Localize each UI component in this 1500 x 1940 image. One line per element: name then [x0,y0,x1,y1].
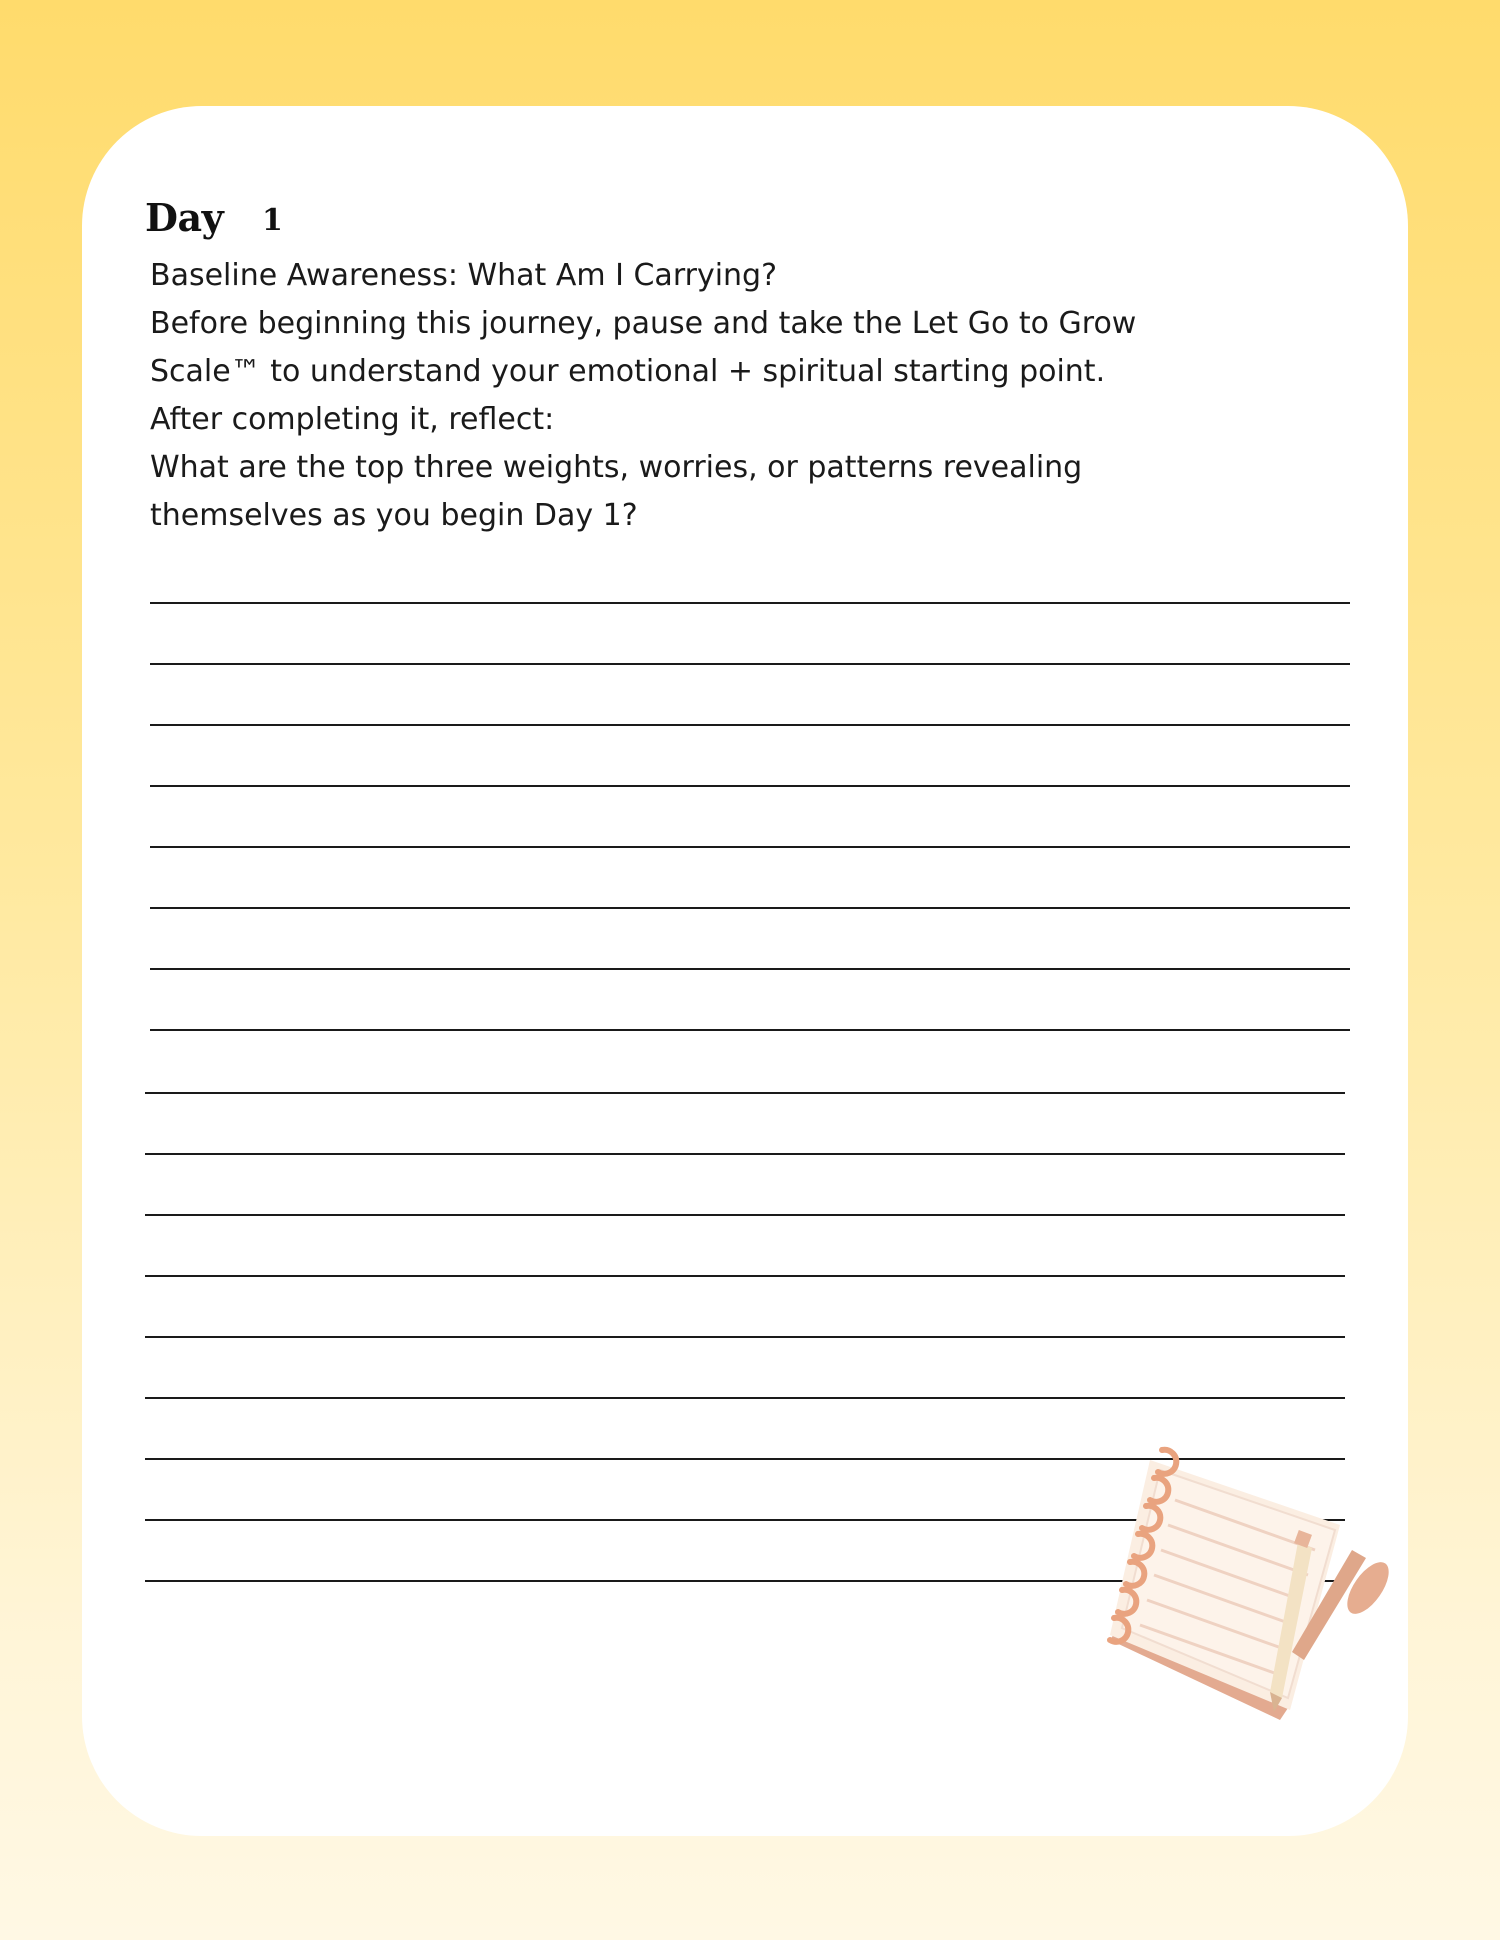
writing-line[interactable] [145,1092,1345,1094]
writing-line[interactable] [150,907,1350,909]
writing-line[interactable] [150,846,1350,848]
writing-line[interactable] [150,724,1350,726]
prompt-heading: Baseline Awareness: What Am I Carrying? [150,258,778,293]
writing-line[interactable] [145,1275,1345,1277]
journal-prompt [150,252,1310,540]
writing-line[interactable] [150,602,1350,604]
prompt-line: Scale™ to understand your emotional + spiritual starting point. [150,354,1106,389]
writing-line[interactable] [145,1153,1345,1155]
notebook-and-pens-icon [1090,1430,1390,1730]
writing-line[interactable] [145,1397,1345,1399]
writing-line[interactable] [150,1029,1350,1031]
prompt-line: Before beginning this journey, pause and take the Let Go to Grow [150,306,1137,341]
prompt-line: What are the top three weights, worries, or patterns revealing [150,450,1083,485]
writing-line[interactable] [150,785,1350,787]
day-number: 1 [262,203,283,238]
writing-line[interactable] [150,663,1350,665]
writing-line[interactable] [145,1214,1345,1216]
day-label: Day [145,195,224,240]
writing-line[interactable] [145,1336,1345,1338]
writing-line[interactable] [150,968,1350,970]
prompt-line: After completing it, reflect: [150,402,555,437]
prompt-line: themselves as you begin Day 1? [150,498,638,533]
